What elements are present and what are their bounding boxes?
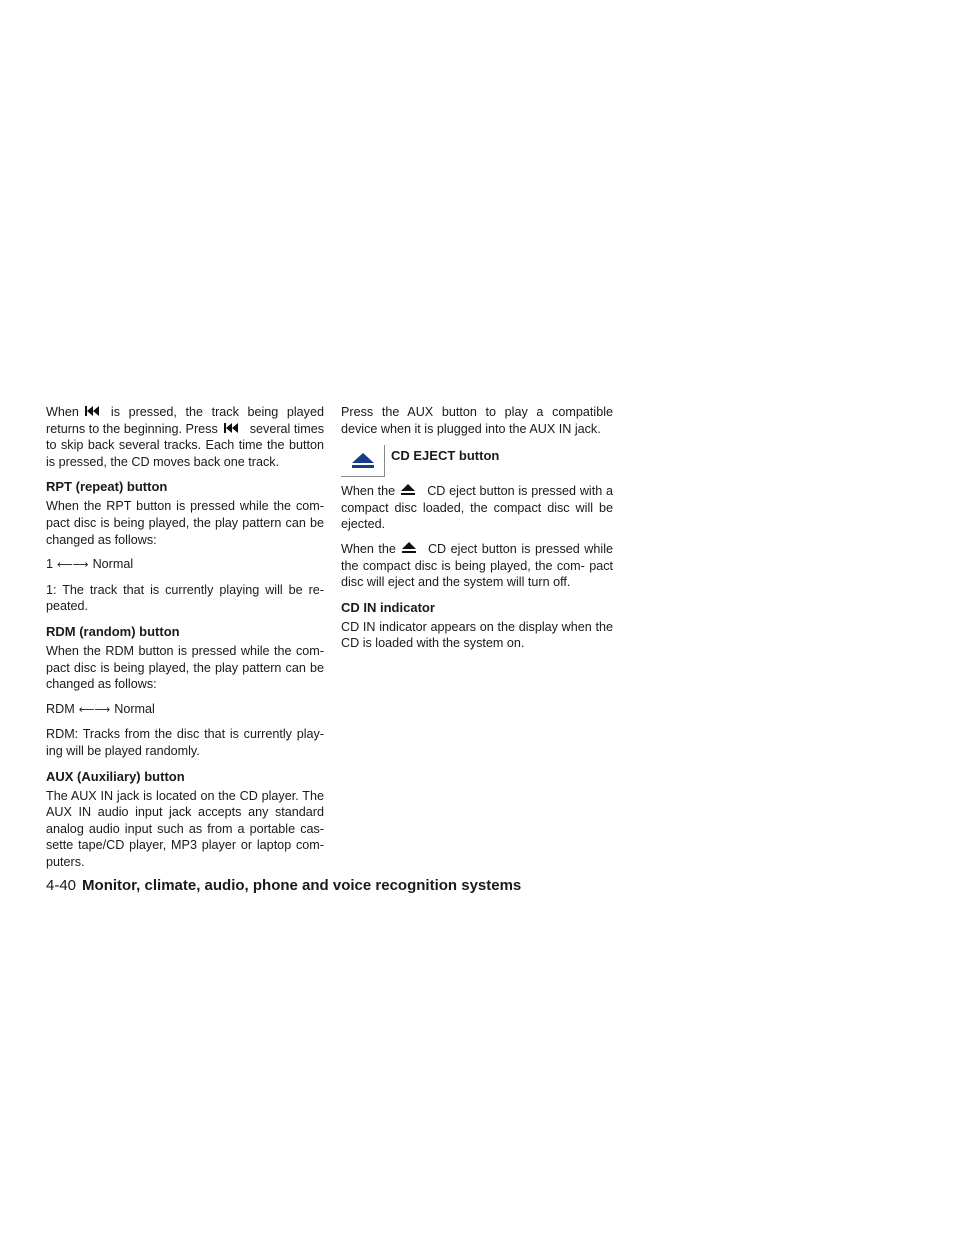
rdm-paragraph: When the RDM button is pressed while the com- pact disc is being played, the play pattern can be changed as follows:: [46, 643, 324, 692]
aux-play-paragraph: Press the AUX button to play a compatible device when it is plugged into the AUX IN jack.: [341, 405, 613, 436]
skip-back-icon: [85, 405, 99, 417]
eject-paragraph-1: When the CD eject button is pressed with a compact disc loaded, the compact disc will be ejected.: [341, 484, 614, 532]
eject-icon: [402, 542, 416, 554]
left-column: [46, 404, 324, 878]
rdm-heading: RDM (random) button: [46, 623, 180, 639]
rpt-heading: RPT (repeat) button: [46, 479, 168, 495]
cdin-heading: CD IN indicator: [341, 599, 435, 615]
cdin-paragraph: CD IN indicator appears on the display when the CD is loaded with the system on.: [341, 619, 613, 651]
section-title: Monitor, climate, audio, phone and voice recognition systems: [82, 877, 522, 894]
rpt-cycle: 1 ⟵⟶ Normal: [46, 556, 324, 574]
eject-heading: CD EJECT button: [391, 448, 500, 464]
eject-paragraph-2: When the CD eject button is pressed while the compact disc is being played, the com- pact disc will eject and the system will turn off.: [341, 541, 613, 590]
eject-heading-row: [341, 445, 613, 477]
rdm-description: RDM: Tracks from the disc that is currently play- ing will be played randomly.: [46, 727, 324, 758]
eject-icon: [352, 453, 374, 469]
double-arrow-icon: ⟵⟶: [78, 703, 111, 716]
page-number: 4-40: [46, 877, 77, 894]
right-column: [341, 404, 613, 660]
page-footer: [46, 876, 521, 896]
double-arrow-icon: ⟵⟶: [57, 559, 89, 572]
rpt-paragraph: When the RPT button is pressed while the com- pact disc is being played, the play pattern can be changed as follows:: [46, 499, 324, 547]
eject-icon: [401, 484, 415, 496]
eject-icon-box: [341, 445, 385, 477]
rdm-cycle: RDM ⟵⟶ Normal: [46, 701, 324, 719]
aux-heading: AUX (Auxiliary) button: [46, 768, 185, 784]
rpt-description: 1: The track that is currently playing will be re- peated.: [46, 582, 324, 614]
skip-back-icon: [224, 422, 238, 434]
track-back-paragraph: When is pressed, the track being played returns to the beginning. Press several times to skip back several tracks. Each time the button is pressed, the CD moves back one track.: [46, 405, 324, 469]
aux-paragraph: The AUX IN jack is located on the CD player. The AUX IN audio input jack accepts any standard analog audio input such as from a portable cas- sette tape/CD player, MP3 player or laptop com- puters.: [46, 788, 324, 869]
